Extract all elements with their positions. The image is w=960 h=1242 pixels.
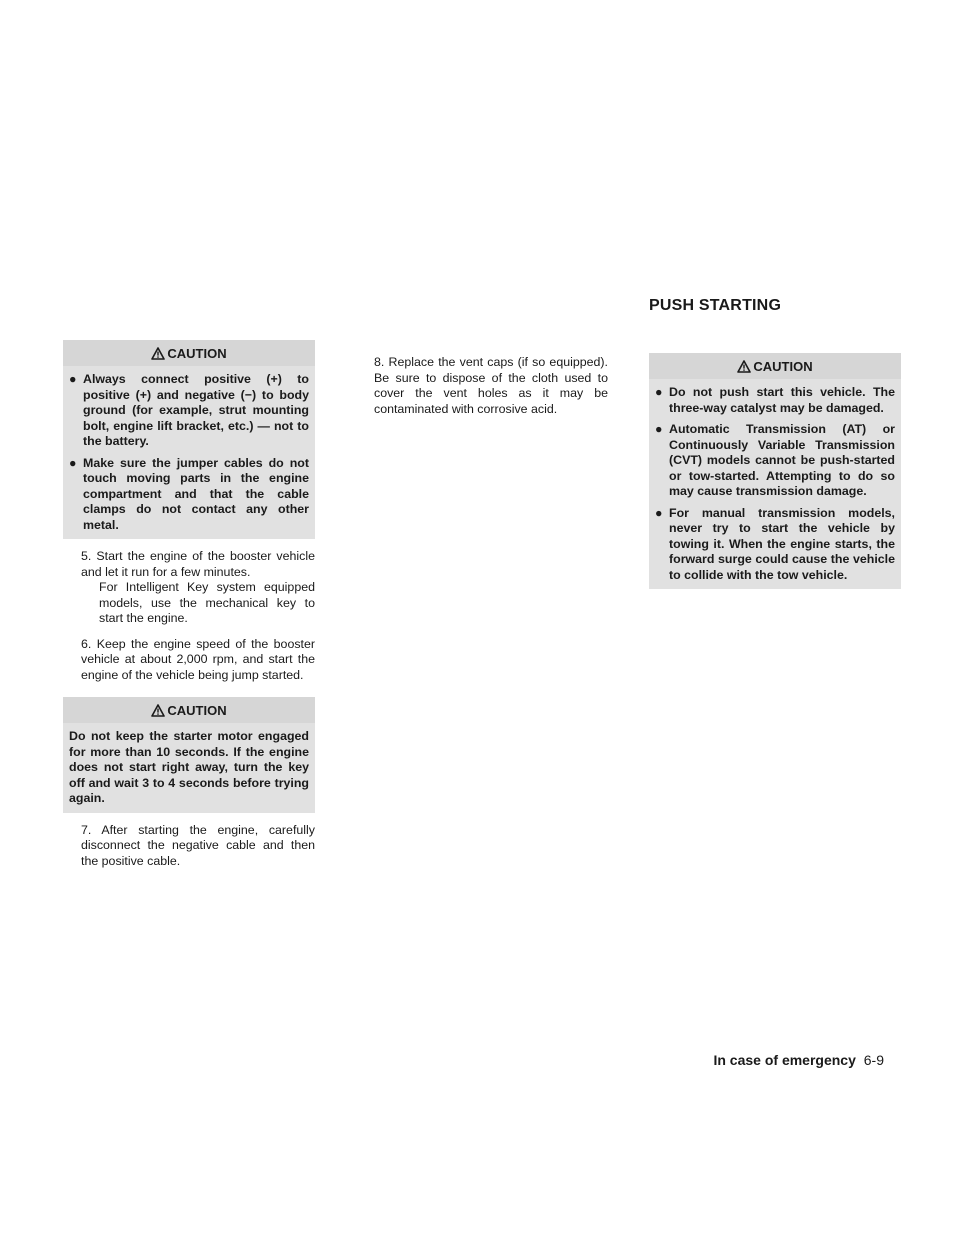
caution-item [69,372,309,450]
step-8 [356,355,608,417]
step-7 [63,823,315,870]
caution-item [655,385,895,416]
caution-box-push-start [649,353,901,589]
step-5-note: For Intelligent Key system equipped models, use the mechanical key to start the engine. [99,580,315,625]
step-6 [63,637,315,684]
caution-item-text: For manual transmission models, never try to start the vehicle by towing it. When the engine starts, the forward surge could cause the vehicle to collide with the tow vehicle. [669,505,895,582]
step-5-text: 5. Start the engine of the booster vehicle and let it run for a few minutes. [81,549,315,579]
column-middle [356,355,608,427]
caution-box-connect [63,340,315,539]
caution-item-text: Do not push start this vehicle. The three-way catalyst may be damaged. [669,385,895,415]
caution-header [649,353,901,379]
step-6-text: 6. Keep the engine speed of the booster vehicle at about 2,000 rpm, and start the engine of the vehicle being jump started. [81,636,315,682]
bullet: ● [655,422,663,436]
warning-triangle-icon [151,704,165,717]
caution-item-text: Automatic Transmission (AT) or Continuously Variable Transmission (CVT) models cannot be push-started or tow-started. Attempting to do so may cause transmission damage. [669,422,895,498]
bullet: ● [69,372,77,386]
caution-label: CAUTION [167,345,227,361]
caution-text: Do not keep the starter motor engaged for more than 10 seconds. If the engine does not start right away, turn the key off and wait 3 to 4 seconds before trying again. [69,729,309,805]
caution-item [655,422,895,500]
bullet: ● [655,385,663,399]
caution-item [69,456,309,534]
footer-chapter: In case of emergency [713,1052,856,1068]
footer-page-number: 6-9 [863,1052,884,1068]
caution-item [655,506,895,584]
step-7-text: 7. After starting the engine, carefully disconnect the negative cable and then the positive cable. [81,822,315,868]
caution-box-starter [63,697,315,813]
caution-item-text: Always connect positive (+) to positive (+) and negative (−) to body ground (for example, strut mounting bolt, engine lift bracket, etc.) — not to the battery. [83,372,309,448]
column-left [63,340,315,879]
caution-label: CAUTION [753,358,813,374]
caution-label: CAUTION [167,702,227,718]
bullet: ● [655,505,663,520]
caution-header [63,697,315,723]
page-footer [713,1052,884,1068]
caution-header [63,340,315,366]
step-8-text: 8. Replace the vent caps (if so equipped). Be sure to dispose of the cloth used to cover the vent holes as it may be contaminated with corrosive acid. [374,355,608,416]
section-title: PUSH STARTING [649,297,782,314]
step-5 [63,549,315,627]
bullet: ● [69,455,77,470]
caution-item-text: Make sure the jumper cables do not touch moving parts in the engine compartment and that the cable clamps do not contact any other metal. [83,455,309,532]
warning-triangle-icon [737,360,751,373]
column-right [649,353,901,599]
warning-triangle-icon [151,347,165,360]
